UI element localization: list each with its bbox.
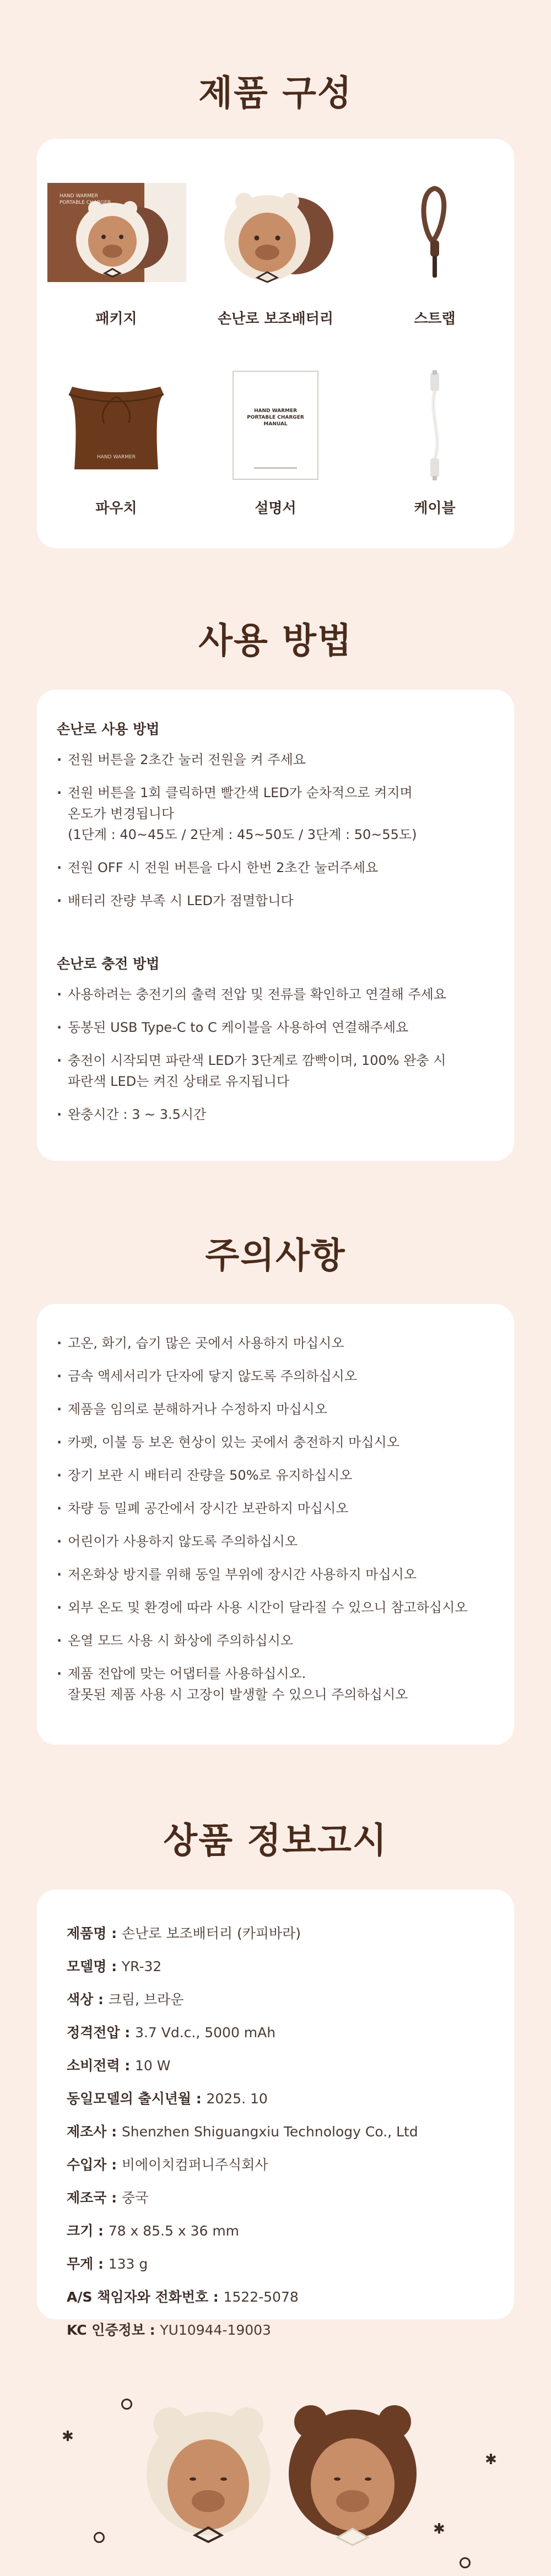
component-label: 설명서 — [255, 500, 296, 517]
info-value: 133 g — [108, 2256, 148, 2272]
components-title: 제품 구성 — [198, 73, 353, 114]
list-item: · 외부 온도 및 환경에 따라 사용 시간이 달라질 수 있으니 참고하십시오 — [57, 1597, 492, 1618]
info-value: YR-32 — [121, 1958, 162, 1974]
list-item: · 배터리 잔량 부족 시 LED가 점멸합니다 — [57, 890, 492, 911]
sparkle-icon: ✱ — [485, 2451, 497, 2468]
info-list — [67, 1924, 418, 2353]
info-key: 소비전력 : — [67, 2058, 136, 2074]
list-item: · 장기 보관 시 배터리 잔량을 50%로 유지하십시오 — [57, 1465, 492, 1486]
info-row — [67, 2089, 418, 2109]
capybara-illustration — [0, 2363, 551, 2576]
circle-decoration — [94, 2532, 105, 2543]
component-label: 패키지 — [95, 311, 137, 327]
component-label: 손난로 보조배터리 — [218, 311, 333, 327]
usage-card — [37, 690, 514, 1161]
info-row — [67, 2155, 418, 2175]
caution-title: 주의사항 — [205, 1236, 346, 1276]
list-item: · 사용하려는 충전기의 출력 전압 및 전류를 확인하고 연결해 주세요 — [57, 984, 492, 1005]
info-value: 1522-5078 — [223, 2289, 299, 2305]
component-label: 케이블 — [414, 500, 456, 517]
info-value: 크림, 브라운 — [108, 1991, 184, 2007]
info-value: 중국 — [121, 2190, 149, 2206]
strap-image — [407, 181, 462, 291]
list-item: · 제품 전압에 맞는 어댑터를 사용하십시오. 잘못된 제품 사용 시 고장이 발생할 수 있으니 주의하십시오 — [57, 1663, 492, 1705]
info-row — [67, 2122, 418, 2142]
list-item: · 카펫, 이불 등 보온 현상이 있는 곳에서 충전하지 마십시오 — [57, 1432, 492, 1453]
info-value: 3.7 Vd.c., 5000 mAh — [135, 2025, 276, 2041]
list-item: · 금속 액세서리가 단자에 닿지 않도록 주의하십시오 — [57, 1366, 492, 1387]
brown-capybara-image — [287, 2391, 419, 2556]
list-item: · 제품을 임의로 분해하거나 수정하지 마십시오 — [57, 1399, 492, 1420]
cream-capybara-image — [142, 2396, 274, 2556]
list-item: · 동봉된 USB Type-C to C 케이블을 사용하여 연결해주세요 — [57, 1017, 492, 1038]
list-item: · 온열 모드 사용 시 화상에 주의하십시오 — [57, 1630, 492, 1651]
list-item: · 어린이가 사용하지 않도록 주의하십시오 — [57, 1531, 492, 1552]
sparkle-icon: ✱ — [62, 2428, 74, 2445]
info-key: KC 인증정보 : — [67, 2322, 160, 2338]
component-cable — [355, 370, 514, 530]
list-item: · 저온화상 방지를 위해 동일 부위에 장시간 사용하지 마십시오 — [57, 1564, 492, 1585]
info-value: Shenzhen Shiguangxiu Technology Co., Ltd — [121, 2124, 418, 2140]
list-item: · 차량 등 밀폐 공간에서 장시간 보관하지 마십시오 — [57, 1498, 492, 1519]
charge-usage-heading: 손난로 충전 방법 — [57, 956, 160, 972]
caution-list — [57, 1333, 492, 1717]
info-row — [67, 1924, 418, 1944]
svg-text:HAND WARMER: HAND WARMER — [60, 193, 98, 199]
circle-decoration — [460, 2557, 471, 2568]
info-row — [67, 2188, 418, 2208]
svg-text:PORTABLE CHARGER: PORTABLE CHARGER — [60, 200, 111, 205]
info-key: 제조국 : — [67, 2190, 122, 2206]
circle-decoration — [121, 2399, 132, 2410]
info-key: 제조사 : — [67, 2124, 122, 2140]
list-item: · 완충시간 : 3 ~ 3.5시간 — [57, 1104, 492, 1125]
package-image — [43, 181, 190, 284]
info-key: 크기 : — [67, 2223, 109, 2239]
info-row — [67, 1957, 418, 1977]
info-row — [67, 2287, 418, 2307]
manual-image — [232, 370, 319, 480]
hand-warmer-image — [212, 181, 339, 291]
component-hand-warmer — [196, 181, 355, 340]
info-value: 비에이치컴퍼니주식회사 — [121, 2157, 268, 2173]
cable-image — [418, 370, 451, 480]
pouch-image — [50, 370, 182, 480]
warmer-usage-heading: 손난로 사용 방법 — [57, 721, 160, 737]
list-item: · 전원 버튼을 1회 클릭하면 빨간색 LED가 순차적으로 켜지며 온도가 변경됩니다 (1단계 : 40~45도 / 2단계 : 45~50도 / 3단계 : 50~55도) — [57, 782, 492, 845]
info-value: YU10944-19003 — [160, 2322, 271, 2338]
list-item: · 고온, 화기, 습기 많은 곳에서 사용하지 마십시오 — [57, 1333, 492, 1354]
info-row — [67, 1990, 418, 2010]
component-label: 스트랩 — [414, 311, 456, 327]
info-value: 78 x 85.5 x 36 mm — [108, 2223, 240, 2239]
info-title: 상품 정보고시 — [163, 1821, 388, 1861]
component-pouch — [37, 370, 196, 530]
info-value: 2025. 10 — [206, 2091, 268, 2107]
warmer-usage-list — [57, 749, 492, 923]
svg-text:MANUAL: MANUAL — [263, 421, 288, 427]
list-item: · 충전이 시작되면 파란색 LED가 3단계로 깜빡이며, 100% 완충 시 파란색 LED는 켜진 상태로 유지됩니다 — [57, 1050, 492, 1092]
list-item: · 전원 버튼을 2초간 눌러 전원을 켜 주세요 — [57, 749, 492, 770]
caution-card — [37, 1304, 514, 1745]
info-key: 수입자 : — [67, 2157, 122, 2173]
component-label: 파우치 — [95, 500, 137, 517]
list-item: · 전원 OFF 시 전원 버튼을 다시 한번 2초간 눌러주세요 — [57, 857, 492, 878]
info-key: 모델명 : — [67, 1958, 122, 1974]
component-package — [37, 181, 196, 340]
sparkle-icon: ✱ — [433, 2521, 445, 2537]
info-key: 무게 : — [67, 2256, 109, 2272]
component-manual — [196, 370, 355, 530]
info-card — [37, 1890, 514, 2338]
info-key: 동일모델의 출시년월 : — [67, 2091, 207, 2107]
info-row — [67, 2320, 418, 2340]
svg-text:PORTABLE CHARGER: PORTABLE CHARGER — [247, 415, 304, 420]
components-card — [37, 139, 514, 548]
svg-text:HAND WARMER: HAND WARMER — [253, 408, 298, 414]
info-row — [67, 2056, 418, 2076]
info-row — [67, 2023, 418, 2043]
info-row — [67, 2254, 418, 2274]
info-value: 10 W — [135, 2058, 171, 2074]
info-value: 손난로 보조배터리 (카피바라) — [121, 1925, 301, 1941]
charge-usage-list — [57, 984, 492, 1137]
svg-text:HAND WARMER: HAND WARMER — [97, 454, 136, 460]
info-key: 제품명 : — [67, 1925, 122, 1941]
info-key: 정격전압 : — [67, 2025, 136, 2041]
info-key: 색상 : — [67, 1991, 109, 2007]
usage-title: 사용 방법 — [198, 621, 353, 662]
info-row — [67, 2221, 418, 2241]
component-strap — [355, 181, 514, 340]
info-key: A/S 책임자와 전화번호 : — [67, 2289, 224, 2305]
